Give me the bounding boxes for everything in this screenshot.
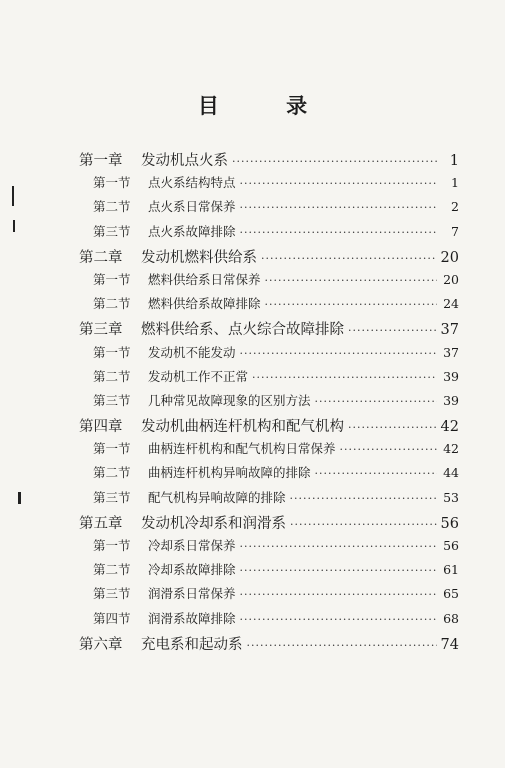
toc-section-row <box>79 367 459 391</box>
entry-label: 第一节 <box>93 441 131 457</box>
toc-chapter-row <box>79 415 459 439</box>
leader-dots <box>348 421 437 434</box>
leader-dots <box>315 395 437 408</box>
leader-dots <box>261 252 437 265</box>
leader-dots <box>348 324 437 337</box>
entry-title: 点火系故障排除 <box>148 223 236 239</box>
toc-section-row <box>79 391 459 415</box>
entry-label: 第二节 <box>93 296 131 312</box>
scan-mark <box>13 220 15 232</box>
entry-label: 第一节 <box>93 175 131 191</box>
leader-dots <box>290 492 437 505</box>
entry-title: 燃料供给系故障排除 <box>148 296 261 312</box>
toc-section-row <box>79 439 459 463</box>
page-number: 1 <box>451 175 459 191</box>
page-number: 37 <box>443 344 459 360</box>
toc-section-row <box>79 463 459 487</box>
entry-label: 第二节 <box>93 562 131 578</box>
leader-dots <box>315 467 437 480</box>
entry-label: 第一章 <box>79 153 123 169</box>
toc-section-row <box>79 584 459 608</box>
toc-chapter-row <box>79 318 459 342</box>
page-number: 56 <box>440 515 459 532</box>
entry-label: 第六章 <box>79 636 123 653</box>
page-number: 24 <box>443 296 459 312</box>
leader-dots <box>265 298 437 311</box>
page-number: 68 <box>443 610 459 626</box>
page-number: 20 <box>443 271 459 287</box>
entry-label: 第二章 <box>79 249 123 266</box>
entry-label: 第二节 <box>93 465 131 481</box>
page-number: 42 <box>443 441 459 457</box>
toc-section-row <box>79 294 459 318</box>
entry-title: 配气机构异响故障的排除 <box>148 489 286 505</box>
toc-section-row <box>79 536 459 560</box>
entry-title: 曲柄连杆机构异响故障的排除 <box>148 465 311 481</box>
entry-title: 发动机冷却系和润滑系 <box>141 515 286 532</box>
leader-dots <box>265 274 437 287</box>
leader-dots <box>340 443 437 456</box>
entry-title: 冷却系日常保养 <box>148 538 236 553</box>
toc-chapter-row <box>79 149 459 173</box>
toc-section-row <box>79 173 459 197</box>
table-of-contents <box>79 149 459 657</box>
page-number: 44 <box>443 465 459 481</box>
toc-section-row <box>79 222 459 246</box>
entry-title: 燃料供给系、点火综合故障排除 <box>141 322 344 339</box>
toc-chapter-row <box>79 246 459 270</box>
page-number: 20 <box>440 249 459 266</box>
leader-dots <box>290 518 437 531</box>
entry-label: 第三节 <box>93 392 131 408</box>
entry-title: 充电系和起动系 <box>141 636 243 653</box>
page-number: 39 <box>443 392 459 408</box>
entry-title: 润滑系故障排除 <box>148 610 236 626</box>
entry-label: 第四节 <box>93 610 131 626</box>
page-number: 74 <box>440 636 459 653</box>
entry-label: 第一节 <box>93 271 131 287</box>
entry-label: 第三章 <box>79 322 123 339</box>
leader-dots <box>247 639 437 652</box>
entry-title: 曲柄连杆机构和配气机构日常保养 <box>148 441 336 457</box>
toc-section-row <box>79 197 459 221</box>
entry-title: 发动机工作不正常 <box>148 368 249 384</box>
entry-label: 第二节 <box>93 368 131 384</box>
entry-title: 发动机燃料供给系 <box>141 249 257 266</box>
toc-section-row <box>79 609 459 633</box>
toc-section-row <box>79 560 459 584</box>
toc-section-row <box>79 270 459 294</box>
leader-dots <box>240 347 437 360</box>
entry-title: 点火系日常保养 <box>148 199 236 215</box>
leader-dots <box>240 588 437 601</box>
page-number: 7 <box>451 223 459 239</box>
leader-dots <box>240 540 437 553</box>
leader-dots <box>240 613 437 626</box>
entry-label: 第一节 <box>93 538 131 553</box>
scan-mark <box>18 492 21 504</box>
page-number: 2 <box>451 199 459 215</box>
toc-chapter-row <box>79 633 459 657</box>
leader-dots <box>240 564 437 577</box>
page-number: 1 <box>449 153 459 169</box>
page-number: 61 <box>443 562 459 578</box>
scan-mark <box>12 186 14 206</box>
entry-label: 第三节 <box>93 586 131 602</box>
entry-title: 点火系结构特点 <box>148 175 236 191</box>
page-number: 42 <box>440 419 459 436</box>
leader-dots <box>240 201 437 214</box>
entry-title: 润滑系日常保养 <box>148 586 236 602</box>
entry-title: 发动机曲柄连杆机构和配气机构 <box>141 419 344 436</box>
entry-title: 发动机不能发动 <box>148 344 236 360</box>
leader-dots <box>232 155 437 168</box>
entry-title: 几种常见故障现象的区别方法 <box>148 392 311 408</box>
page-number: 65 <box>443 586 459 602</box>
toc-section-row <box>79 488 459 512</box>
page-number: 39 <box>443 368 459 384</box>
leader-dots <box>252 371 437 384</box>
entry-label: 第一节 <box>93 344 131 360</box>
leader-dots <box>240 177 437 190</box>
entry-title: 冷却系故障排除 <box>148 562 236 578</box>
entry-label: 第二节 <box>93 199 131 215</box>
page-number: 53 <box>443 489 459 505</box>
page-number: 37 <box>440 322 459 339</box>
page-title: 目 录 <box>197 93 338 118</box>
entry-label: 第三节 <box>93 223 131 239</box>
entry-label: 第三节 <box>93 489 131 505</box>
toc-section-row <box>79 343 459 367</box>
toc-chapter-row <box>79 512 459 536</box>
leader-dots <box>240 226 437 239</box>
page-number: 56 <box>443 538 459 553</box>
entry-label: 第四章 <box>79 419 123 436</box>
entry-label: 第五章 <box>79 515 123 532</box>
entry-title: 发动机点火系 <box>141 153 228 169</box>
entry-title: 燃料供给系日常保养 <box>148 271 261 287</box>
